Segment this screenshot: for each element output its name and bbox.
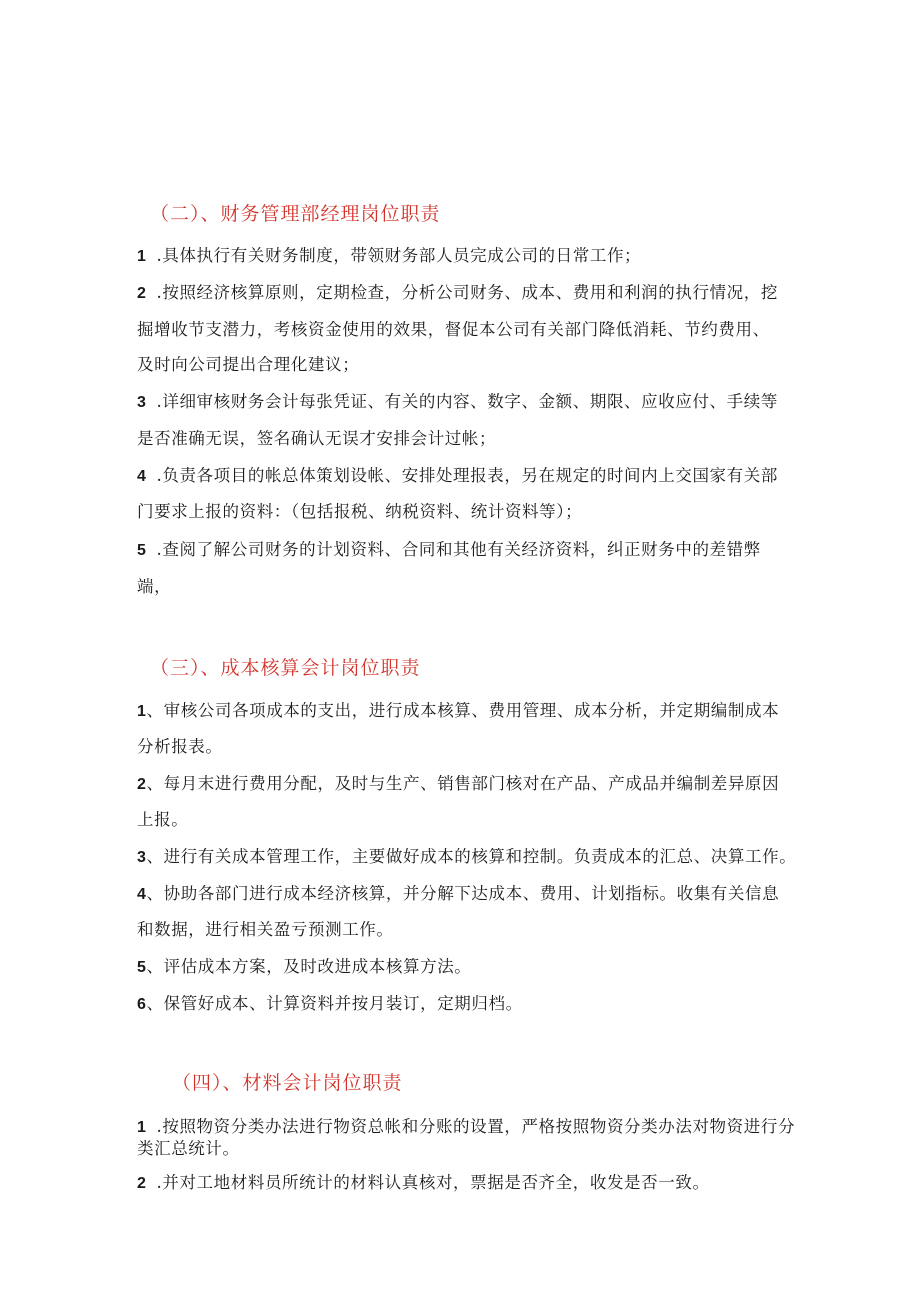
item-text-continued: 及时向公司提出合理化建议； [137, 355, 360, 374]
item-text-continued: 端， [137, 577, 172, 596]
item-text: 、进行有关成本管理工作，主要做好成本的核算和控制。负责成本的汇总、决算工作。 [146, 847, 797, 866]
list-item [137, 536, 761, 560]
list-item [137, 279, 778, 303]
item-number: 1 [137, 703, 147, 720]
item-number: 1 [137, 1119, 147, 1136]
item-number: 2 [137, 1175, 147, 1192]
item-text: .具体执行有关财务制度，带领财务部人员完成公司的日常工作； [156, 246, 642, 265]
item-text-continued: 门要求上报的资料：（包括报税、纳税资料、统计资料等）； [137, 502, 583, 521]
list-item [137, 843, 796, 867]
item-text-continued: 分析报表。 [137, 737, 223, 756]
list-item [137, 388, 778, 412]
section-heading-3: （三）、成本核算会计岗位职责 [150, 657, 421, 679]
item-text: 、审核公司各项成本的支出，进行成本核算、费用管理、成本分析，并定期编制成本 [146, 701, 780, 720]
item-text: .详细审核财务会计每张凭证、有关的内容、数字、金额、期限、应收应付、手续等 [156, 392, 778, 411]
list-item [137, 697, 779, 721]
item-number: 6 [137, 996, 147, 1013]
section-heading-2: （二）、财务管理部经理岗位职责 [150, 203, 441, 225]
item-number: 4 [137, 886, 147, 903]
item-text: 、每月末进行费用分配，及时与生产、销售部门核对在产品、产成品并编制差异原因 [146, 774, 780, 793]
item-number: 2 [137, 285, 147, 302]
list-item [137, 880, 779, 904]
item-number: 3 [137, 849, 147, 866]
item-text: .查阅了解公司财务的计划资料、合同和其他有关经济资料，纠正财务中的差错弊 [156, 540, 761, 559]
item-text: 、评估成本方案，及时改进成本核算方法。 [146, 957, 472, 976]
list-item [137, 990, 523, 1014]
item-text-continued: 和数据，进行相关盈亏预测工作。 [137, 920, 394, 939]
item-text-continued: 掘增收节支潜力，考核资金使用的效果，督促本公司有关部门降低消耗、节约费用、 [137, 320, 770, 339]
item-text: 、保管好成本、计算资料并按月装订，定期归档。 [146, 994, 523, 1013]
item-number: 4 [137, 468, 147, 485]
item-number: 3 [137, 394, 147, 411]
item-number: 5 [137, 959, 147, 976]
item-text: 、协助各部门进行成本经济核算，并分解下达成本、费用、计划指标。收集有关信息 [146, 884, 780, 903]
item-number: 1 [137, 248, 147, 265]
item-number: 2 [137, 776, 147, 793]
item-text: .按照物资分类办法进行物资总帐和分账的设置，严格按照物资分类办法对物资进行分 [156, 1117, 796, 1136]
section-heading-4: （四）、材料会计岗位职责 [172, 1072, 403, 1094]
item-text-continued: 类汇总统计。 [137, 1139, 240, 1158]
list-item [137, 1169, 710, 1193]
list-item [137, 770, 779, 794]
list-item [137, 462, 778, 486]
list-item [137, 953, 471, 977]
item-text: .负责各项目的帐总体策划设帐、安排处理报表，另在规定的时间内上交国家有关部 [156, 466, 778, 485]
list-item [137, 1113, 795, 1137]
item-text-continued: 是否准确无误，签名确认无误才安排会计过帐； [137, 429, 497, 448]
item-text: .按照经济核算原则，定期检查，分析公司财务、成本、费用和利润的执行情况，挖 [156, 283, 778, 302]
item-text: .并对工地材料员所统计的材料认真核对，票据是否齐全，收发是否一致。 [156, 1173, 710, 1192]
item-text-continued: 上报。 [137, 810, 189, 829]
item-number: 5 [137, 542, 147, 559]
list-item [137, 242, 641, 266]
